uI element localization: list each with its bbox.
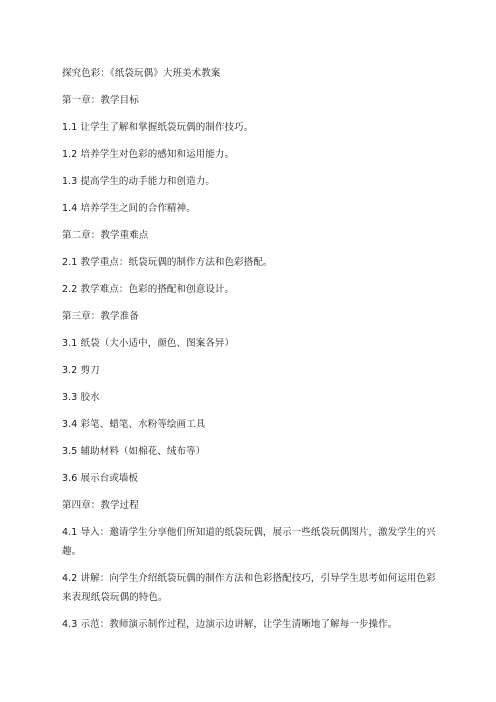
text-line: 3.3 胶水 bbox=[62, 392, 100, 403]
chapter-3-heading: 第三章：教学准备 bbox=[62, 311, 139, 322]
paragraph: 4.2 讲解：向学生介绍纸袋玩偶的制作方法和色彩搭配技巧，引导学生思考如何运用色彩来表现纸袋玩偶的特色。 bbox=[62, 573, 436, 603]
text-line: 1.3 提高学生的动手能力和创造力。 bbox=[62, 176, 215, 187]
text-line: 3.4 彩笔、蜡笔、水粉等绘画工具 bbox=[62, 419, 206, 430]
paragraph: 4.1 导入：邀请学生分享他们所知道的纸袋玩偶，展示一些纸袋玩偶图片，激发学生的兴趣。 bbox=[62, 527, 436, 557]
paragraph: 4.3 示范：教师演示制作过程，边演示边讲解，让学生清晰地了解每一步操作。 bbox=[62, 619, 398, 630]
text-line: 1.1 让学生了解和掌握纸袋玩偶的制作技巧。 bbox=[62, 122, 254, 133]
text-line: 2.1 教学重点：纸袋玩偶的制作方法和色彩搭配。 bbox=[62, 257, 273, 268]
document-title: 探究色彩：《纸袋玩偶》大班美术教案 bbox=[62, 68, 221, 79]
text-line: 3.2 剪刀 bbox=[62, 365, 100, 376]
chapter-1-heading: 第一章：教学目标 bbox=[62, 95, 139, 106]
text-line: 3.5 辅助材料（如棉花、绒布等） bbox=[62, 446, 206, 457]
text-line: 3.1 纸袋（大小适中，颜色、图案各异） bbox=[62, 338, 235, 349]
chapter-2-heading: 第二章：教学重难点 bbox=[62, 230, 149, 241]
text-line: 1.2 培养学生对色彩的感知和运用能力。 bbox=[62, 149, 235, 160]
text-line: 3.6 展示台或墙板 bbox=[62, 473, 139, 484]
text-line: 1.4 培养学生之间的合作精神。 bbox=[62, 203, 196, 214]
text-line: 2.2 教学难点：色彩的搭配和创意设计。 bbox=[62, 284, 235, 295]
chapter-4-heading: 第四章：教学过程 bbox=[62, 500, 139, 511]
